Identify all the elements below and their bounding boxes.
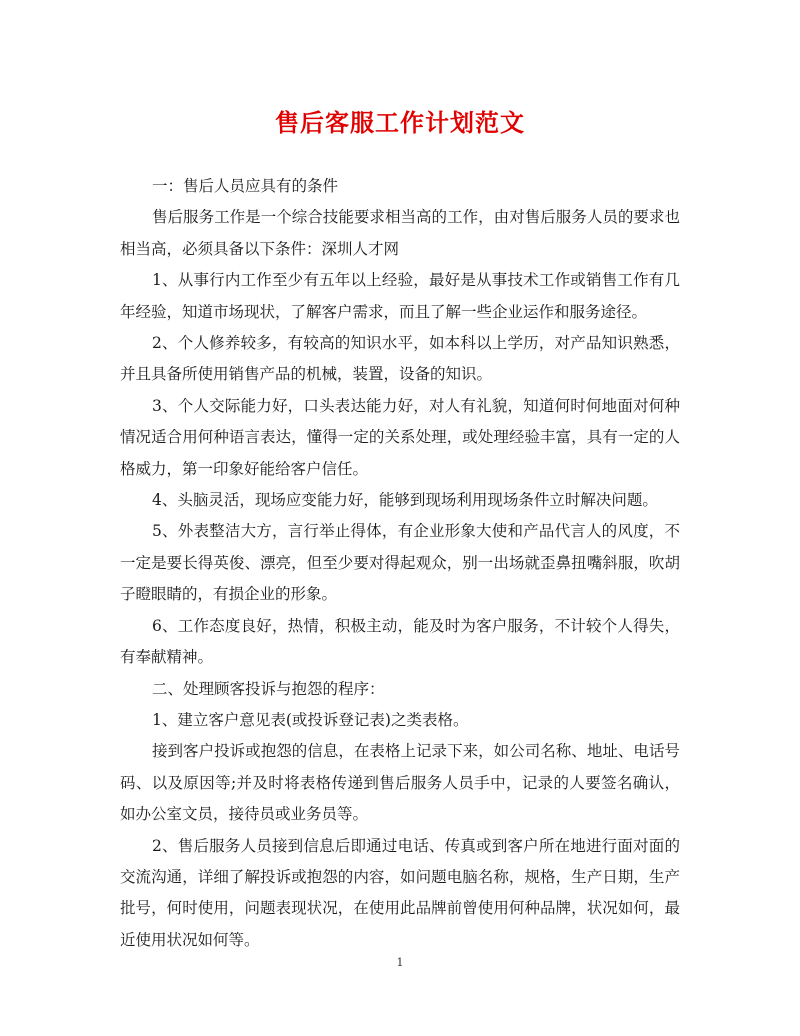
paragraph-intro: 售后服务工作是一个综合技能要求相当高的工作，由对售后服务人员的要求也相当高，必须具备以下条件：深圳人才网 xyxy=(120,208,680,258)
paragraph-item-3: 3、个人交际能力好，口头表达能力好，对人有礼貌，知道何时何地面对何种情况适合用何种语言表达，懂得一定的关系处理，或处理经验丰富，具有一定的人格威力，第一印象好能给客户信任。 xyxy=(120,396,680,478)
paragraph-item-6: 6、工作态度良好，热情，积极主动，能及时为客户服务，不计较个人得失，有奉献精神。 xyxy=(120,616,680,667)
paragraph-item-2: 2、个人修养较多，有较高的知识水平，如本科以上学历，对产品知识熟悉，并且具备所使用销售产品的机械，装置，设备的知识。 xyxy=(120,334,680,384)
paragraph-step-1: 1、建立客户意见表(或投诉登记表)之类表格。 xyxy=(152,710,469,729)
document-body xyxy=(120,171,680,956)
page-number: 1 xyxy=(396,956,404,969)
paragraph-item-1: 1、从事行内工作至少有五年以上经验，最好是从事技术工作或销售工作有几年经验，知道市场现状，了解客户需求，而且了解一些企业运作和服务途径。 xyxy=(120,271,680,321)
paragraph-item-5: 5、外表整洁大方，言行举止得体，有企业形象大使和产品代言人的风度，不一定是要长得英俊、漂亮，但至少要对得起观众，别一出场就歪鼻扭嘴斜服，吹胡子瞪眼睛的，有损企业的形象。 xyxy=(120,522,680,604)
paragraph-step-2: 2、售后服务人员接到信息后即通过电话、传真或到客户所在地进行面对面的交流沟通，详细了解投诉或抱怨的内容，如问题电脑名称，规格，生产日期，生产批号，何时使用，问题表现状况，在使用此品牌前曾使用何种品牌，状况如何，最近使用状况如何等。 xyxy=(120,836,680,949)
paragraph-step-1-detail: 接到客户投诉或抱怨的信息，在表格上记录下来，如公司名称、地址、电话号码、以及原因等;并及时将表格传递到售后服务人员手中，记录的人要签名确认，如办公室文员，接待员或业务员等。 xyxy=(120,742,680,824)
section-heading-requirements: 一：售后人员应具有的条件 xyxy=(152,177,339,195)
document-title: 售后客服工作计划范文 xyxy=(275,108,525,137)
paragraph-item-4: 4、头脑灵活，现场应变能力好，能够到现场利用现场条件立时解决问题。 xyxy=(152,491,658,510)
section-heading-complaints: 二、处理顾客投诉与抱怨的程序： xyxy=(152,679,385,698)
